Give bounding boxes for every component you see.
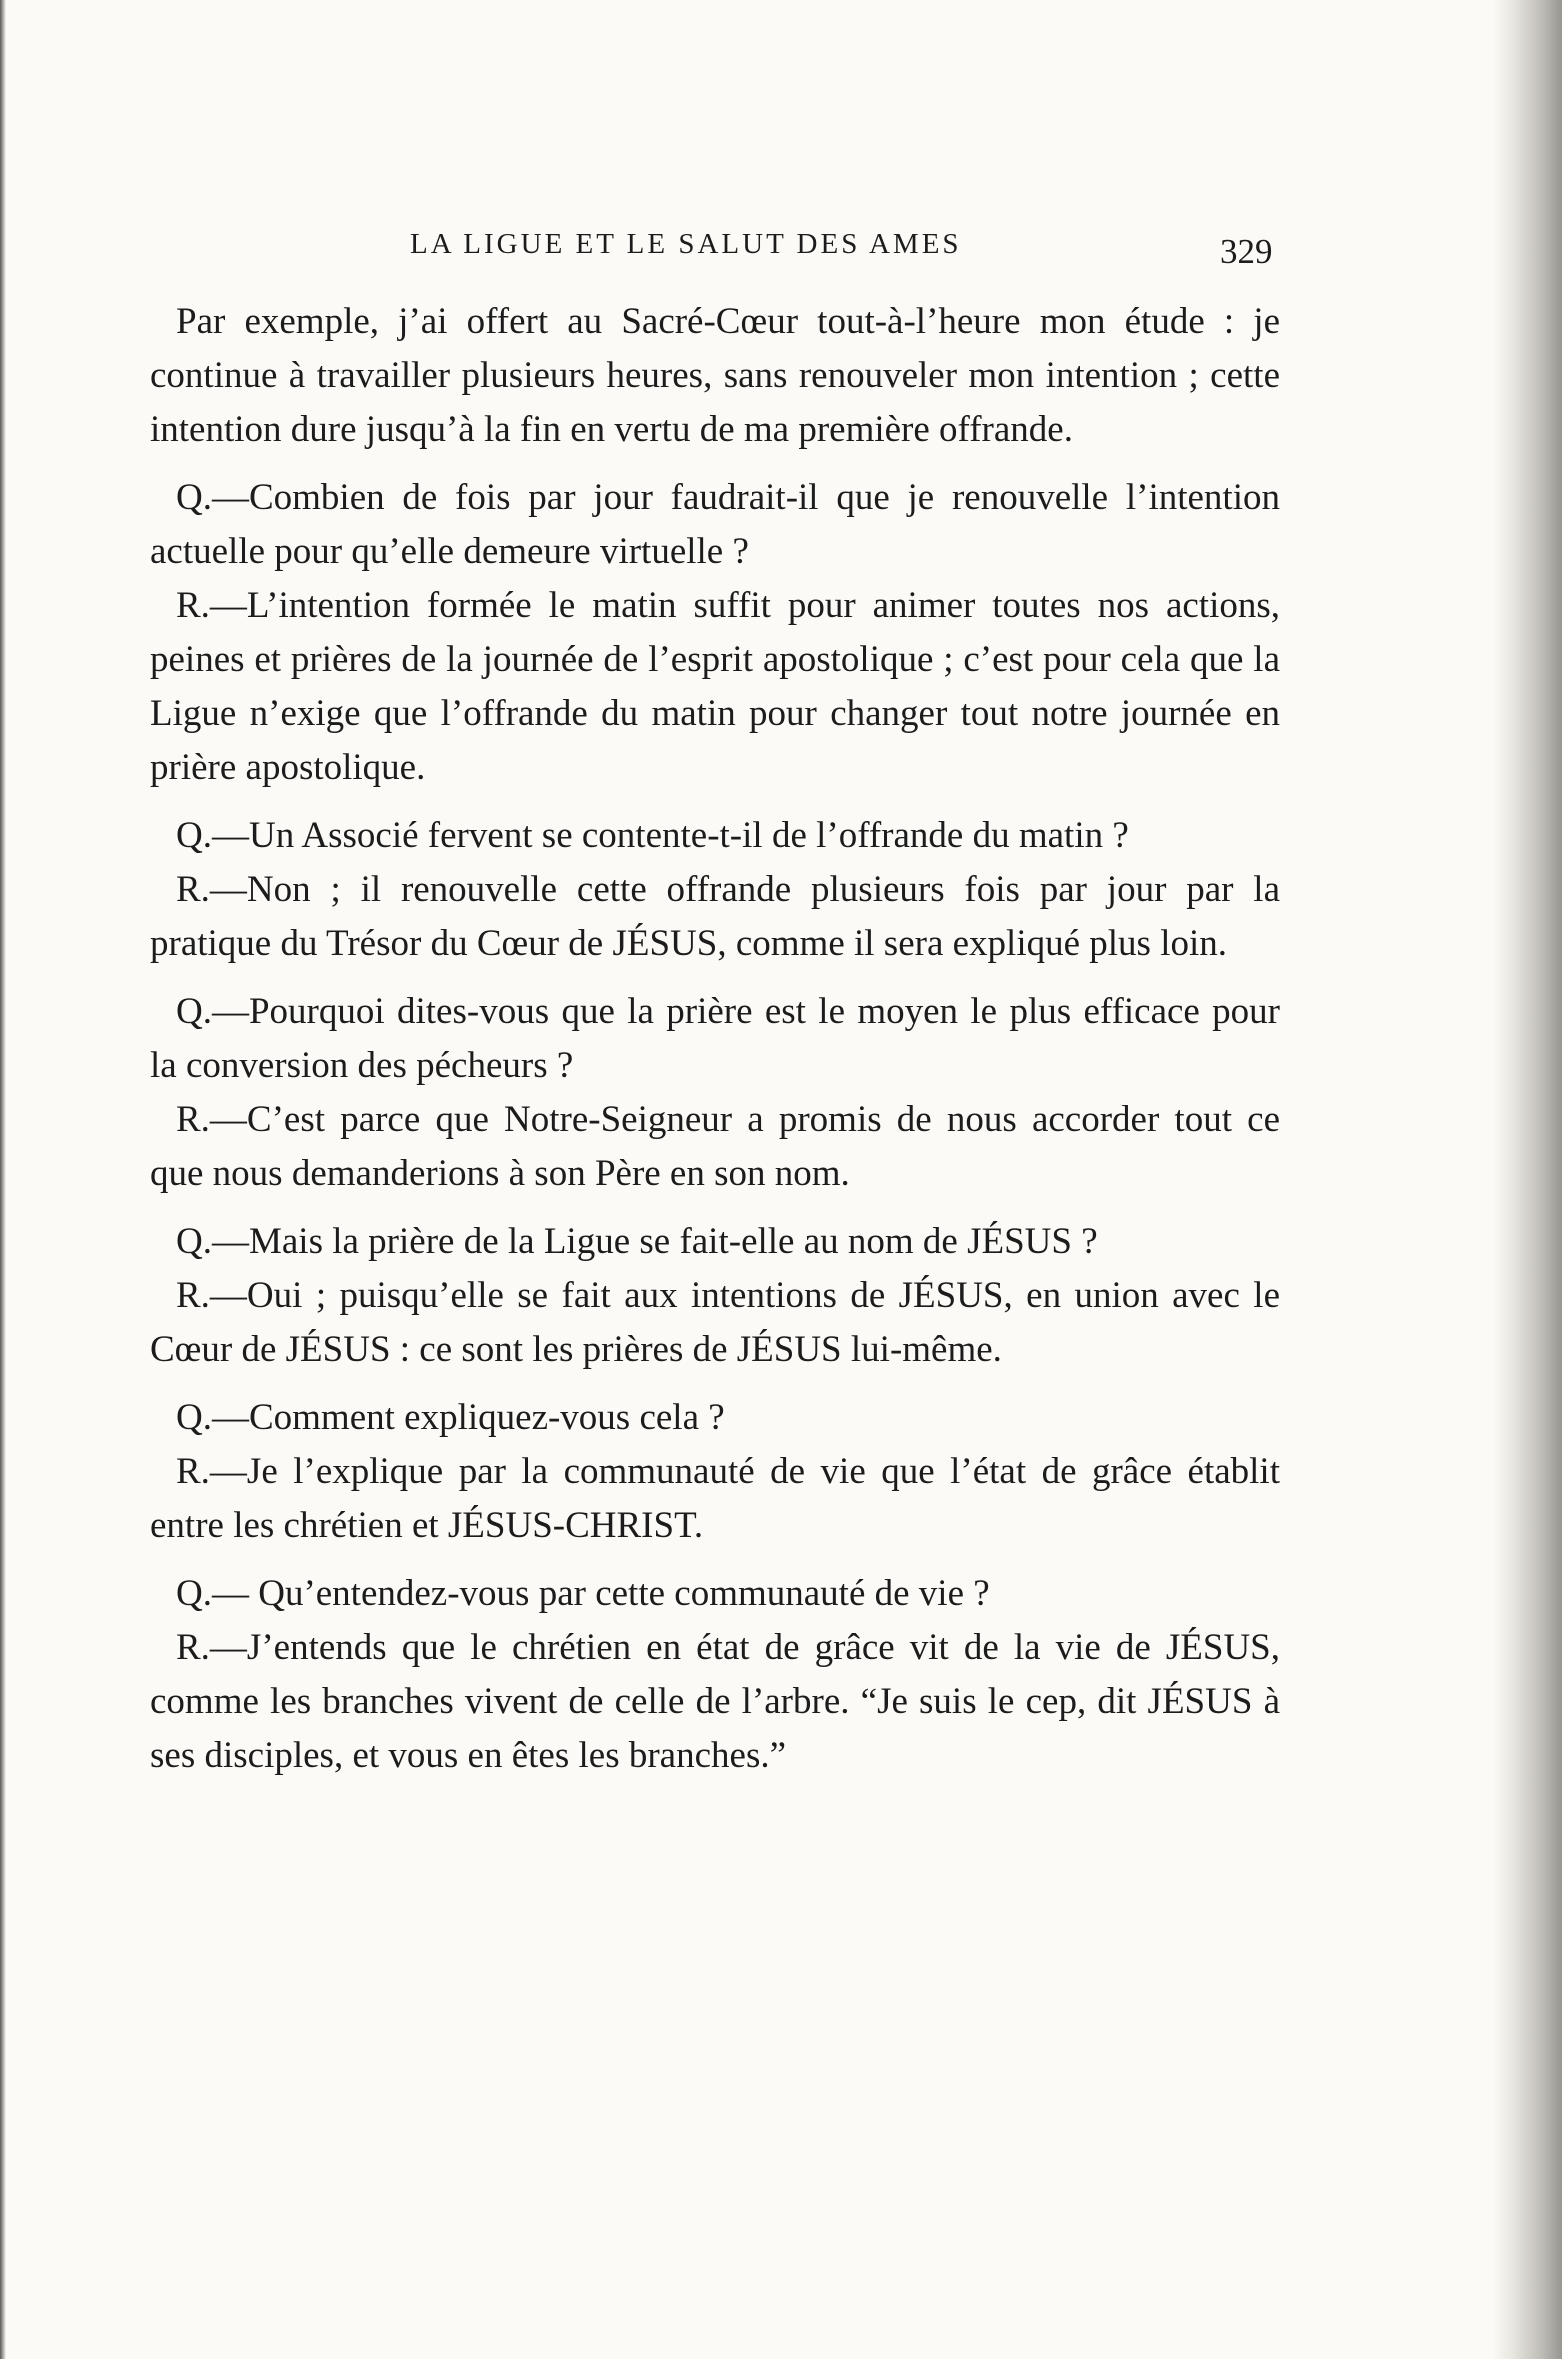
- page-body: [150, 295, 1280, 1783]
- page-number: 329: [1220, 232, 1273, 271]
- answer-3: R.—C’est parce que Notre-Seigneur a promis de nous accorder tout ce que nous demanderions à son Père en son nom.: [150, 1099, 1280, 1194]
- page-left-edge-shadow: [0, 0, 6, 2359]
- answer-4: R.—Oui ; puisqu’elle se fait aux intentions de JÉSUS, en union avec le Cœur de JÉSUS : ce sont les prières de JÉSUS lui-même.: [150, 1275, 1280, 1370]
- question-2: Q.—Un Associé fervent se contente-t-il de l’offrande du matin ?: [176, 815, 1129, 856]
- question-4: Q.—Mais la prière de la Ligue se fait-elle au nom de JÉSUS ?: [176, 1221, 1098, 1262]
- answer-1: R.—L’intention formée le matin suffit pour animer toutes nos actions, peines et prières de la journée de l’esprit apostolique ; c’est pour cela que la Ligue n’exige que l’offrande du matin pour changer tout notre journée en prière apostolique.: [150, 585, 1280, 788]
- question-6: Q.— Qu’entendez-vous par cette communauté de vie ?: [176, 1573, 990, 1614]
- paragraph-intro: Par exemple, j’ai offert au Sacré-Cœur tout-à-l’heure mon étude : je continue à travailler plusieurs heures, sans renouveler mon intention ; cette intention dure jusqu’à la fin en vertu de ma première offrande.: [150, 301, 1280, 450]
- question-5: Q.—Comment expliquez-vous cela ?: [176, 1397, 725, 1438]
- page-right-edge-shadow: [1492, 0, 1562, 2359]
- answer-2: R.—Non ; il renouvelle cette offrande plusieurs fois par jour par la pratique du Trésor du Cœur de JÉSUS, comme il sera expliqué plus loin.: [150, 869, 1280, 964]
- running-head: [0, 228, 1562, 288]
- answer-5: R.—Je l’explique par la communauté de vie que l’état de grâce établit entre les chrétien et JÉSUS-CHRIST.: [150, 1451, 1280, 1546]
- question-3: Q.—Pourquoi dites-vous que la prière est le moyen le plus efficace pour la conversion des pécheurs ?: [150, 991, 1280, 1086]
- question-1: Q.—Combien de fois par jour faudrait-il que je renouvelle l’intention actuelle pour qu’elle demeure virtuelle ?: [150, 477, 1280, 572]
- running-title: LA LIGUE ET LE SALUT DES AMES: [410, 228, 962, 260]
- answer-6: R.—J’entends que le chrétien en état de grâce vit de la vie de JÉSUS, comme les branches vivent de celle de l’arbre. “Je suis le cep, dit JÉSUS à ses disciples, et vous en êtes les branches.”: [150, 1627, 1280, 1776]
